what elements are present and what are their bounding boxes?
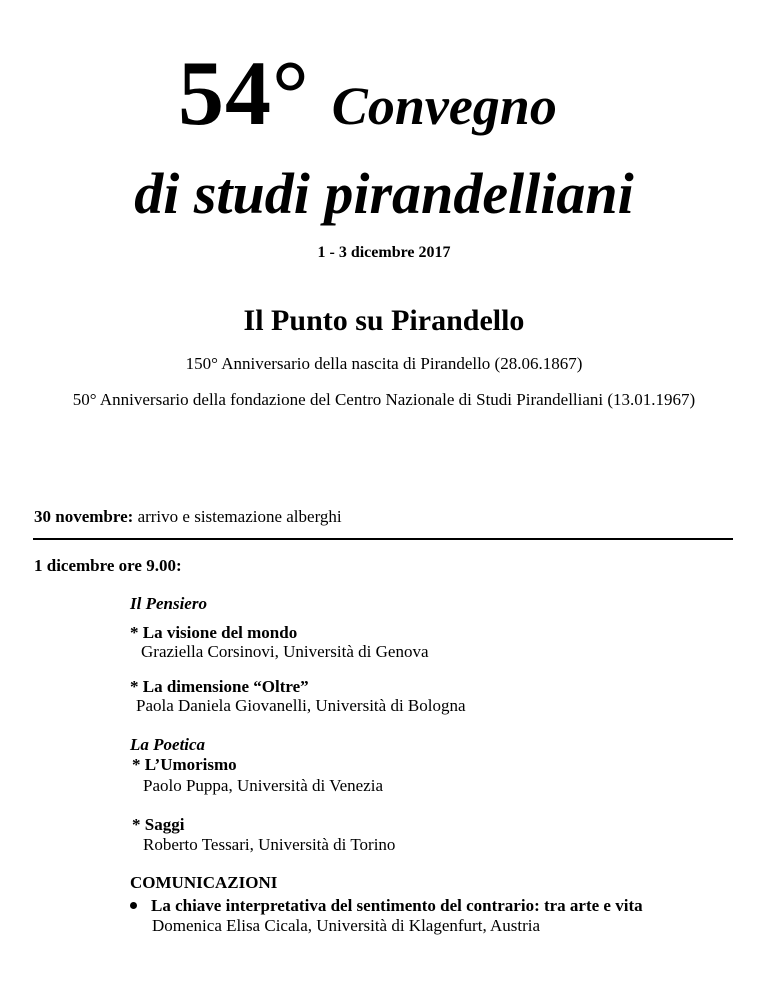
conference-word: Convegno <box>331 76 557 136</box>
arrival-line <box>34 507 342 527</box>
item-speaker: Paolo Puppa, Università di Venezia <box>143 776 384 795</box>
program-item <box>130 677 309 697</box>
communications-title: COMUNICAZIONI <box>130 873 278 892</box>
bullet-icon <box>130 902 137 909</box>
item-speaker: Roberto Tessari, Università di Torino <box>143 835 396 854</box>
conference-dates: 1 - 3 dicembre 2017 <box>317 244 451 261</box>
item-speaker: Graziella Corsinovi, Università di Genova <box>141 642 429 661</box>
arrival-label: 30 novembre: <box>34 507 134 526</box>
theme-title: Il Punto su Pirandello <box>243 304 525 337</box>
item-title: * L’Umorismo <box>132 755 237 774</box>
item-title: * La dimensione “Oltre” <box>130 677 309 696</box>
item-speaker: Paola Daniela Giovanelli, Università di Bologna <box>136 696 466 715</box>
item-title: * La visione del mondo <box>130 623 298 642</box>
item-speaker: Domenica Elisa Cicala, Università di Klagenfurt, Austria <box>152 916 541 935</box>
conference-subtitle: di studi pirandelliani <box>134 161 634 226</box>
item-title: * Saggi <box>132 815 185 834</box>
anniversary-line-1: 150° Anniversario della nascita di Pirandello (28.06.1867) <box>185 354 583 373</box>
anniversary-line-2: 50° Anniversario della fondazione del Centro Nazionale di Studi Pirandelliani (13.01.1967) <box>72 390 696 409</box>
day-heading: 1 dicembre ore 9.00: <box>34 556 182 575</box>
conference-number: 54° <box>178 42 310 144</box>
communication-item <box>130 896 643 916</box>
divider <box>33 538 733 540</box>
arrival-text: arrivo e sistemazione alberghi <box>137 507 342 526</box>
section-title-pensiero: Il Pensiero <box>130 594 207 613</box>
program-item <box>132 755 237 775</box>
program-item <box>132 815 184 835</box>
program-item <box>130 623 297 643</box>
conference-title <box>178 40 557 144</box>
item-title: La chiave interpretativa del sentimento del contrario: tra arte e vita <box>151 896 643 915</box>
section-title-poetica: La Poetica <box>130 735 206 754</box>
